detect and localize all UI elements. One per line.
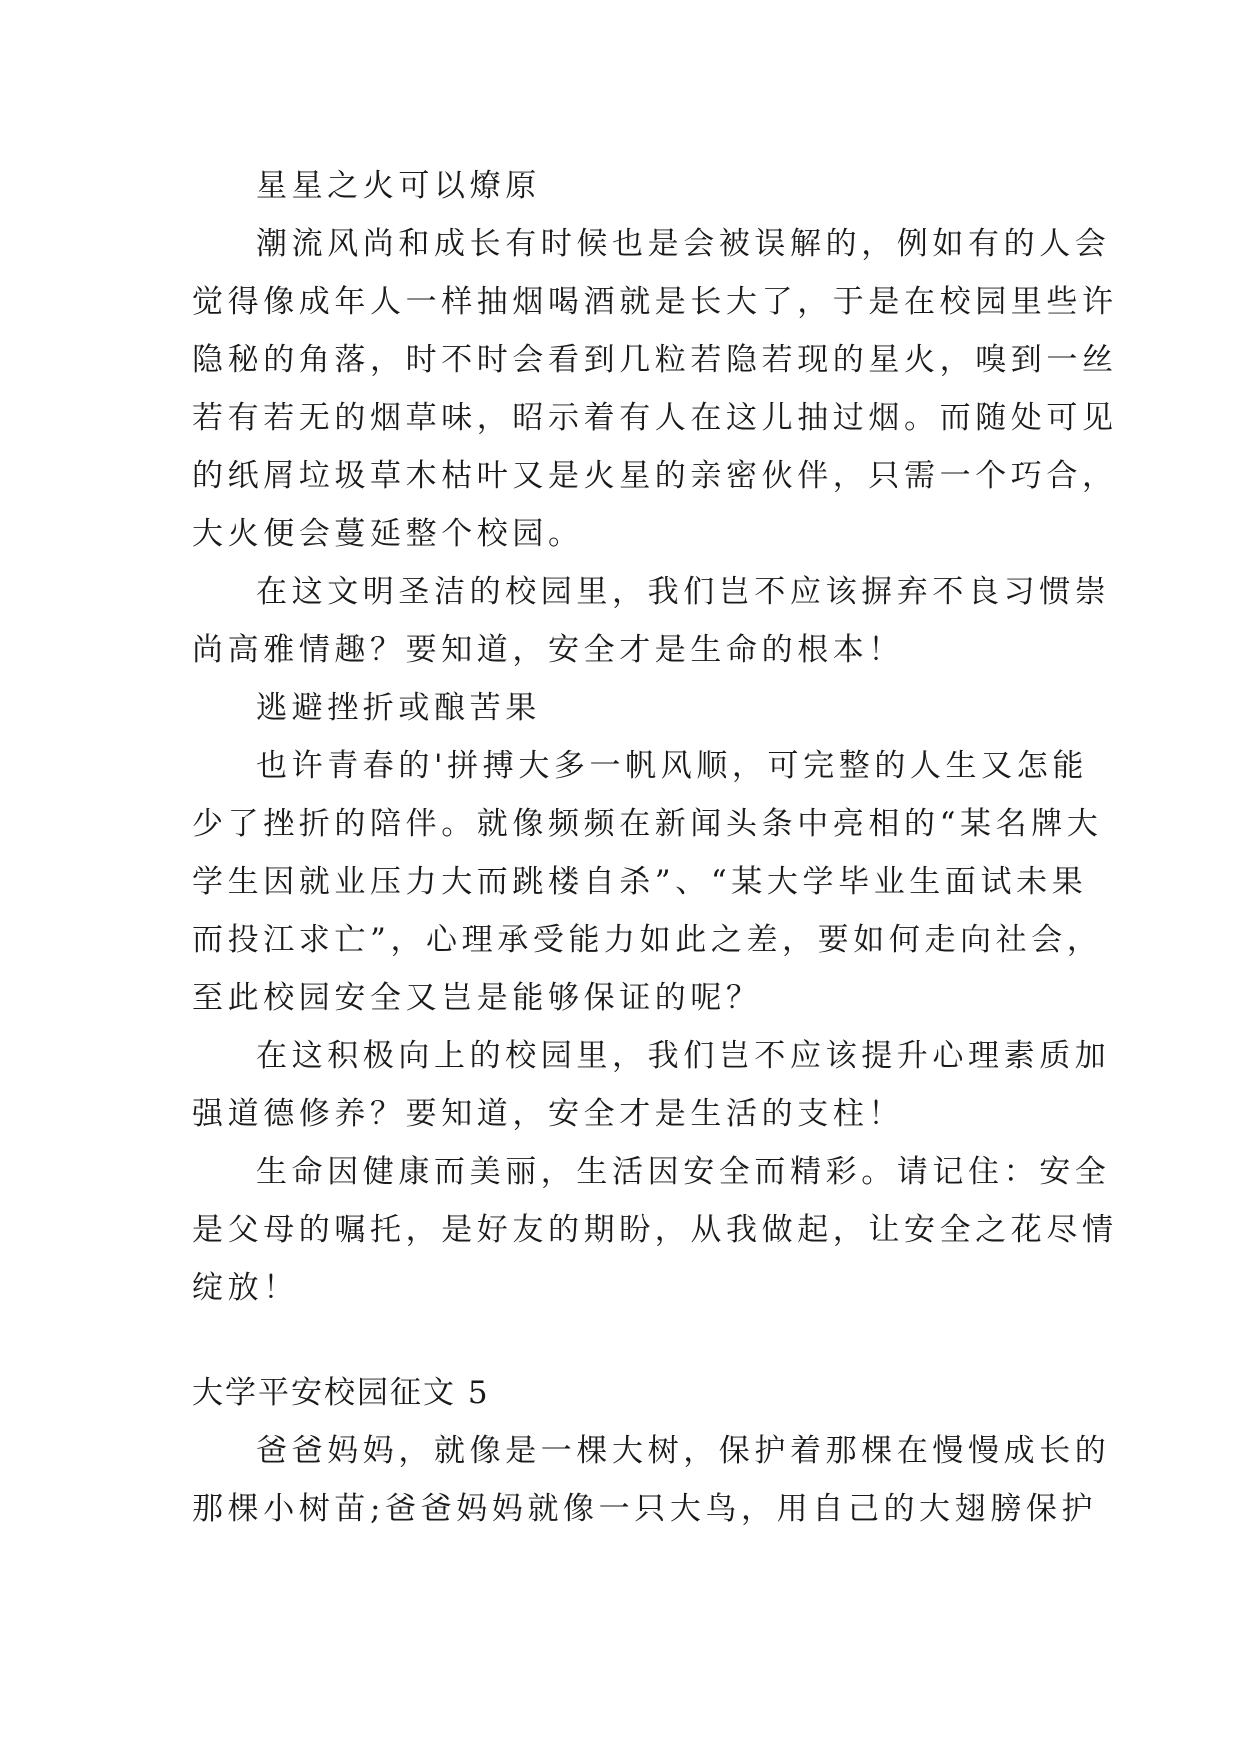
subheading-spark: 星星之火可以燎原 xyxy=(256,168,541,204)
paragraph-line: 在这文明圣洁的校园里，我们岂不应该摒弃不良习惯崇 xyxy=(256,574,1111,610)
paragraph-line: 生命因健康而美丽，生活因安全而精彩。请记住：安全 xyxy=(256,1154,1111,1190)
paragraph-line: 潮流风尚和成长有时候也是会被误解的，例如有的人会 xyxy=(256,226,1111,262)
section-title: 大学平安校园征文 5 xyxy=(192,1375,490,1411)
paragraph-line: 那棵小树苗;爸爸妈妈就像一只大鸟，用自己的大翅膀保护 xyxy=(192,1491,1098,1527)
paragraph-line: 爸爸妈妈，就像是一棵大树，保护着那棵在慢慢成长的 xyxy=(256,1433,1111,1469)
paragraph-line: 若有若无的烟草味，昭示着有人在这儿抽过烟。而随处可见 xyxy=(192,400,1118,436)
subheading-setback: 逃避挫折或酿苦果 xyxy=(256,690,541,726)
paragraph-line: 隐秘的角落，时不时会看到几粒若隐若现的星火，嗅到一丝 xyxy=(192,342,1118,378)
paragraph-line: 是父母的嘱托，是好友的期盼，从我做起，让安全之花尽情 xyxy=(192,1212,1118,1248)
paragraph-line: 强道德修养？要知道，安全才是生活的支柱！ xyxy=(192,1096,904,1132)
paragraph-line: 也许青春的'拼搏大多一帆风顺，可完整的人生又怎能 xyxy=(256,748,1088,784)
paragraph-line: 的纸屑垃圾草木枯叶又是火星的亲密伙伴，只需一个巧合， xyxy=(192,458,1118,494)
paragraph-line: 大火便会蔓延整个校园。 xyxy=(192,516,584,552)
paragraph-line: 在这积极向上的校园里，我们岂不应该提升心理素质加 xyxy=(256,1038,1111,1074)
paragraph-line: 至此校园安全又岂是能够保证的呢？ xyxy=(192,980,762,1016)
paragraph-line: 绽放！ xyxy=(192,1270,299,1306)
paragraph-line: 学生因就业压力大而跳楼自杀”、“某大学毕业生面试未果 xyxy=(192,864,1088,900)
paragraph-line: 少了挫折的陪伴。就像频频在新闻头条中亮相的“某名牌大 xyxy=(192,806,1103,842)
paragraph-line: 而投江求亡”，心理承受能力如此之差，要如何走向社会， xyxy=(192,922,1103,958)
paragraph-line: 觉得像成年人一样抽烟喝酒就是长大了，于是在校园里些许 xyxy=(192,284,1118,320)
paragraph-line: 尚高雅情趣？要知道，安全才是生命的根本！ xyxy=(192,632,904,668)
